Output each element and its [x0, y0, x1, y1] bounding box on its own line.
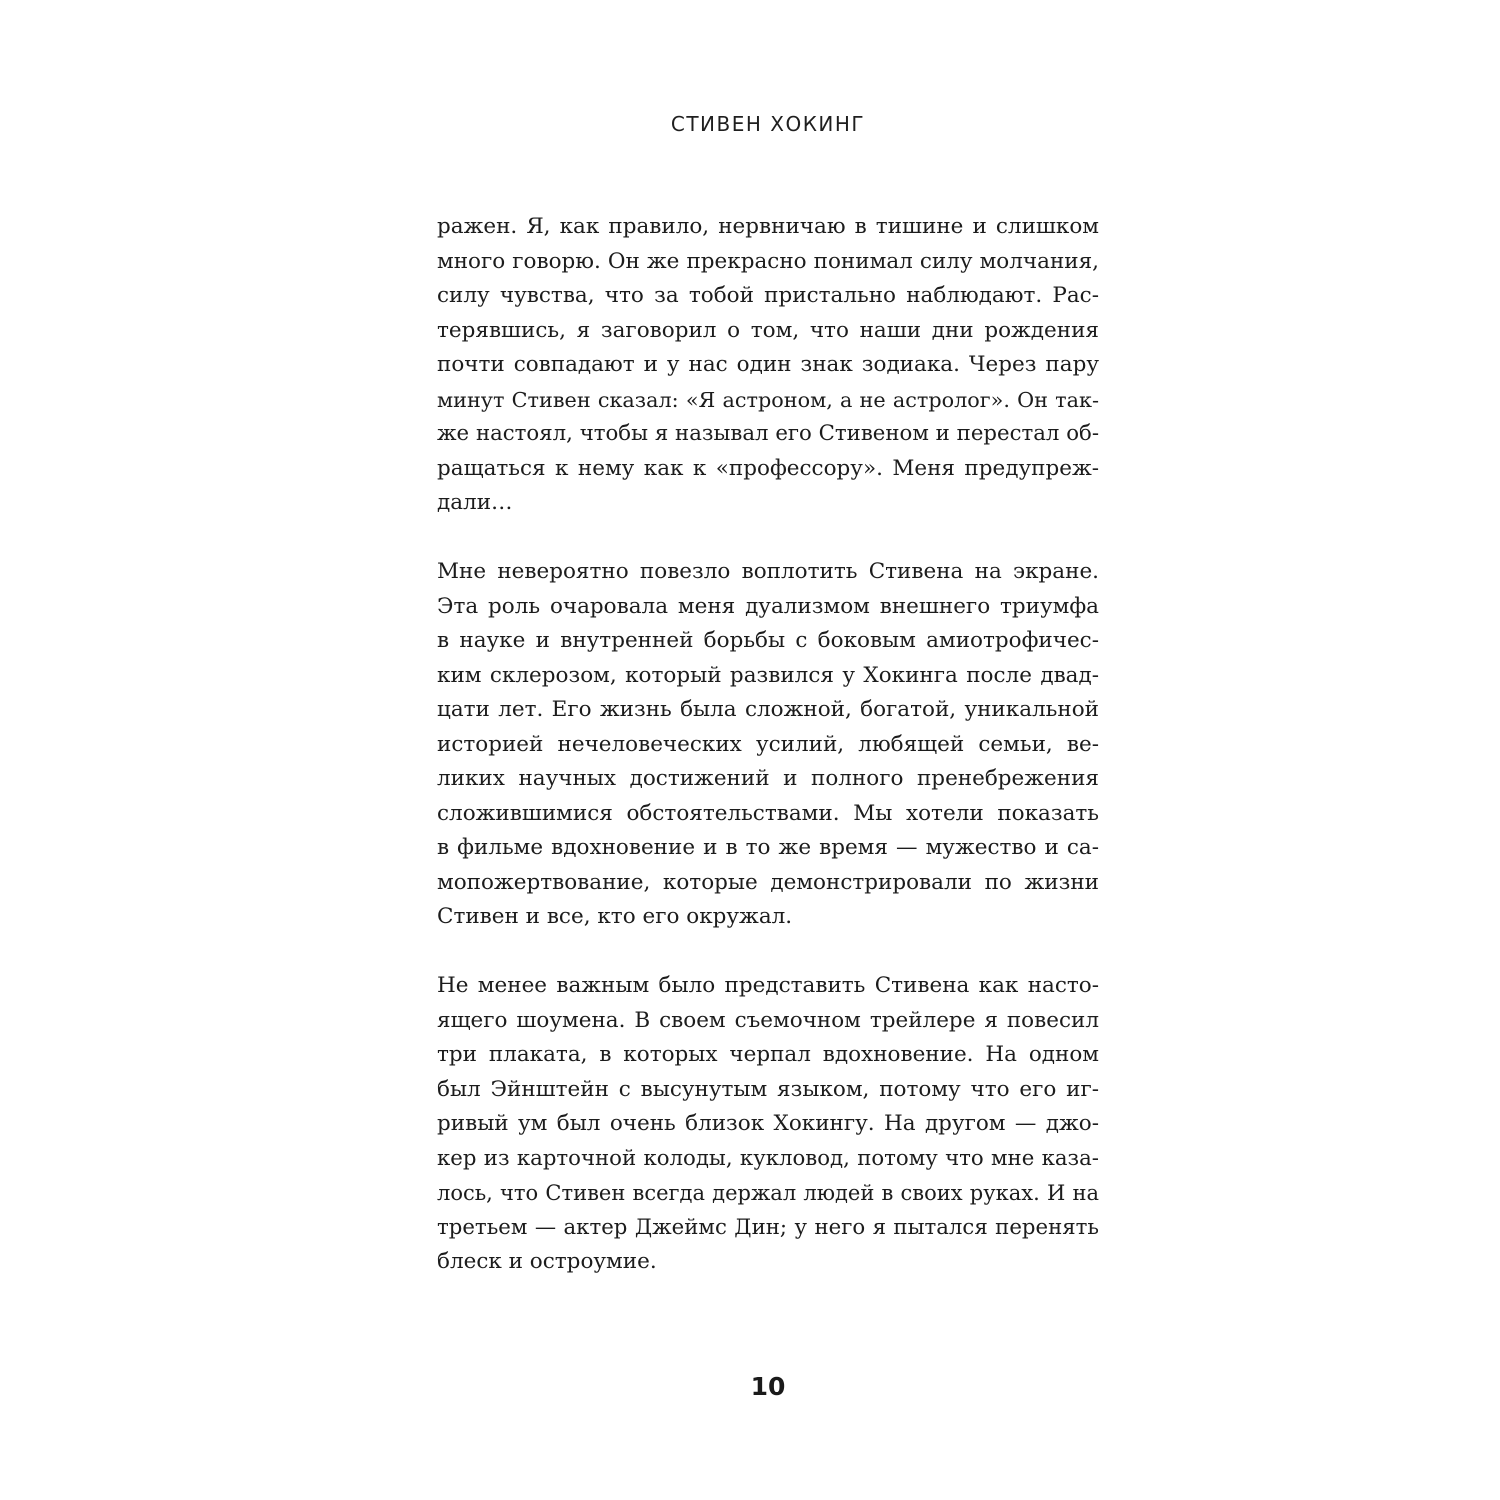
- text-line: дали…: [437, 490, 513, 515]
- body-text: [437, 210, 1099, 1280]
- text-line: третьем — актер Джеймс Дин; у него я пытался перенять: [437, 1214, 1099, 1240]
- text-line: почти совпадают и у нас один знак зодиака. Через пару: [437, 352, 1099, 377]
- text-line: Мне невероятно повезло воплотить Стивена на экране.: [437, 559, 1099, 584]
- paragraph: [437, 555, 1099, 935]
- paragraph: [437, 969, 1099, 1280]
- text-line: Эта роль очаровала меня дуализмом внешнего триумфа: [437, 593, 1099, 619]
- running-head: СТИВЕН ХОКИНГ: [670, 112, 866, 136]
- text-line: три плаката, в которых черпал вдохновение. На одном: [437, 1042, 1099, 1067]
- text-line: силу чувства, что за тобой пристально наблюдают. Рас-: [437, 283, 1099, 308]
- text-line: ражен. Я, как правило, нервничаю в тишине и слишком: [437, 214, 1099, 239]
- paragraph: [437, 210, 1099, 521]
- text-line: блеск и остроумие.: [437, 1249, 657, 1274]
- paragraph-gap: [437, 935, 1099, 970]
- text-line: ящего шоумена. В своем съемочном трейлере я повесил: [437, 1007, 1099, 1033]
- text-line: сложившимися обстоятельствами. Мы хотели показать: [437, 800, 1099, 826]
- text-line: был Эйнштейн с высунутым языком, потому что его иг-: [437, 1076, 1099, 1102]
- text-line: Стивен и все, кто его окружал.: [437, 904, 793, 929]
- text-line: много говорю. Он же прекрасно понимал силу молчания,: [437, 248, 1099, 274]
- text-line: ращаться к нему как к «профессору». Меня предупреж-: [437, 455, 1099, 481]
- text-line: кер из карточной колоды, кукловод, потому что мне каза-: [437, 1145, 1099, 1171]
- text-line: в науке и внутренней борьбы с боковым амиотрофичес-: [437, 628, 1099, 653]
- text-line: историей нечеловеческих усилий, любящей семьи, ве-: [437, 731, 1099, 757]
- text-line: ликих научных достижений и полного пренебрежения: [437, 766, 1099, 791]
- text-line: лось, что Стивен всегда держал людей в своих руках. И на: [437, 1181, 1099, 1205]
- text-line: же настоял, чтобы я называл его Стивеном и перестал об-: [437, 421, 1099, 446]
- text-line: ривый ум был очень близок Хокингу. На другом — джо-: [437, 1111, 1099, 1136]
- text-line: Не менее важным было представить Стивена как насто-: [437, 973, 1099, 998]
- page-number: 10: [750, 1372, 786, 1401]
- text-line: терявшись, я заговорил о том, что наши дни рождения: [437, 317, 1099, 343]
- paragraph-gap: [437, 521, 1099, 556]
- text-line: минут Стивен сказал: «Я астроном, а не астролог». Он так-: [437, 387, 1099, 412]
- text-line: мопожертвование, которые демонстрировали по жизни: [437, 869, 1099, 895]
- text-line: в фильме вдохновение и в то же время — мужество и са-: [437, 835, 1099, 860]
- text-line: ким склерозом, который развился у Хокинга после двад-: [437, 662, 1099, 688]
- text-line: цати лет. Его жизнь была сложной, богатой, уникальной: [437, 697, 1099, 722]
